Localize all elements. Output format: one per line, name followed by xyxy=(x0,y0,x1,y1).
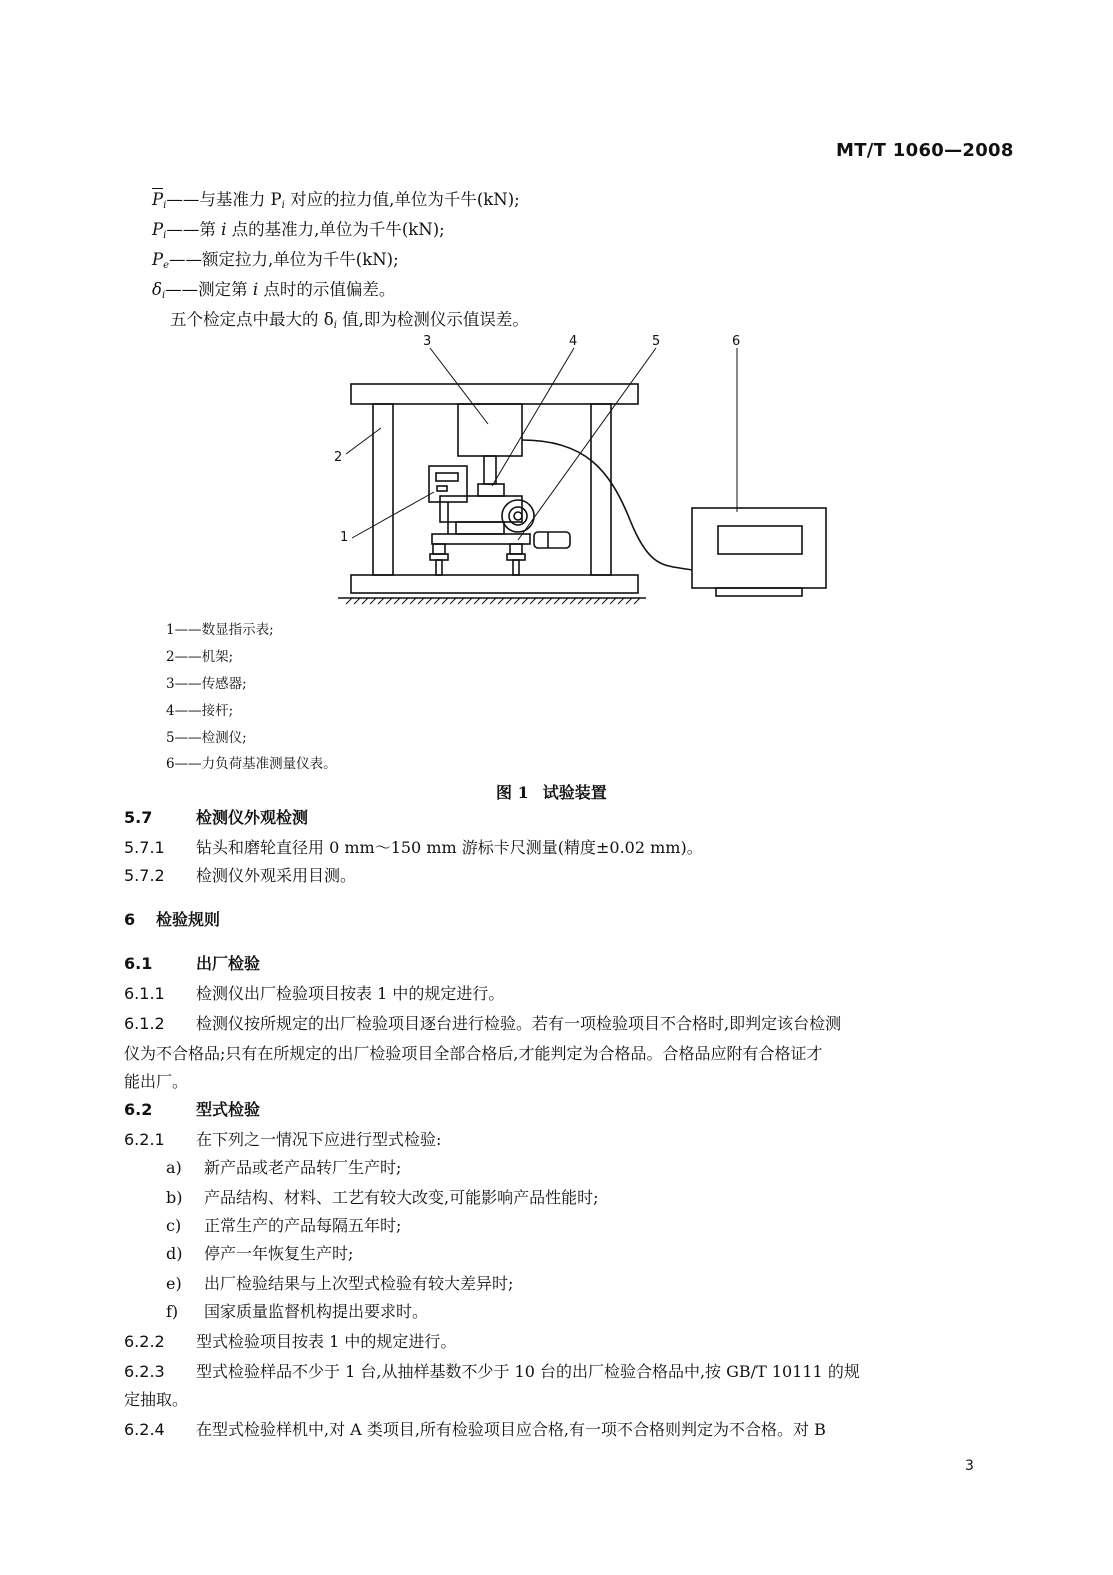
grinding-wheel xyxy=(502,500,534,532)
signal-cable xyxy=(522,440,692,570)
clause-5-7-1: 5.7.1 钻头和磨轮直径用 0 mm～150 mm 游标卡尺测量(精度±0.02 mm)。 xyxy=(124,838,703,857)
summary-line: 五个检定点中最大的 $\delta_i$ 值,即为检测仪示值误差。 xyxy=(170,310,529,331)
sensor-block xyxy=(458,404,522,456)
clause-6-2-4: 6.2.4 在型式检验样机中,对 A 类项目,所有检验项目应合格,有一项不合格则判定为不合格。对 B xyxy=(124,1420,826,1439)
figure-caption: 图 1 试验装置 xyxy=(496,783,607,802)
clause-6-2-1: 6.2.1 在下列之一情况下应进行型式检验: xyxy=(124,1130,442,1149)
list-item: a) 新产品或老产品转厂生产时; xyxy=(166,1158,402,1177)
callout-3: 3 xyxy=(423,334,432,349)
standard-number: MT/T 1060—2008 xyxy=(836,140,1014,161)
callout-2: 2 xyxy=(334,450,343,465)
section-heading: 6.1 出厂检验 xyxy=(124,954,261,973)
connecting-rod xyxy=(484,456,496,484)
clause-6-1-1: 6.1.1 检测仪出厂检验项目按表 1 中的规定进行。 xyxy=(124,984,505,1003)
section-heading: 5.7 检测仪外观检测 xyxy=(124,808,309,827)
chapter-heading: 6 检验规则 xyxy=(124,910,221,929)
frame-right-column xyxy=(591,404,611,575)
instrument-platform xyxy=(432,534,530,544)
clause-6-2-3: 6.2.3 型式检验样品不少于 1 台,从抽样基数不少于 10 台的出厂检验合格品中,按 GB/T 10111 的规 xyxy=(124,1362,860,1381)
clause-6-1-2-cont: 能出厂。 xyxy=(124,1072,189,1091)
list-item: d) 停产一年恢复生产时; xyxy=(166,1244,354,1263)
clause-6-1-2: 6.1.2 检测仪按所规定的出厂检验项目逐台进行检验。若有一项检验项目不合格时,即判定该台检测 xyxy=(124,1014,842,1033)
definition-delta: $\delta_i——$测定第 i 点时的示值偏差。 xyxy=(152,280,396,301)
instrument-handle xyxy=(534,532,570,548)
page-number: 3 xyxy=(965,1458,974,1474)
clause-6-2-3-cont: 定抽取。 xyxy=(124,1390,189,1409)
frame-left-column xyxy=(373,404,393,575)
callout-4: 4 xyxy=(569,334,578,349)
clause-6-2-2: 6.2.2 型式检验项目按表 1 中的规定进行。 xyxy=(124,1332,457,1351)
reference-meter xyxy=(692,508,826,588)
list-item: c) 正常生产的产品每隔五年时; xyxy=(166,1216,402,1235)
symbol: P xyxy=(152,190,164,209)
section-heading: 6.2 型式检验 xyxy=(124,1100,261,1119)
definition-p-i: $P_i——$第 i 点的基准力,单位为千牛(kN); xyxy=(152,220,445,241)
legend-item: 4——接杆; xyxy=(166,703,234,719)
frame-base xyxy=(351,575,638,593)
ground-hatching xyxy=(346,598,640,604)
frame-top-beam xyxy=(351,384,638,404)
legend-item: 1——数显指示表; xyxy=(166,622,274,638)
clause-6-1-2-cont: 仪为不合格品;只有在所规定的出厂检验项目全部合格后,才能判定为合格品。合格品应附有合格证才 xyxy=(124,1044,823,1063)
legend-item: 2——机架; xyxy=(166,649,234,665)
list-item: e) 出厂检验结果与上次型式检验有较大差异时; xyxy=(166,1274,514,1293)
list-item: b) 产品结构、材料、工艺有较大改变,可能影响产品性能时; xyxy=(166,1188,599,1207)
clause-5-7-2: 5.7.2 检测仪外观采用目测。 xyxy=(124,866,357,885)
callout-5: 5 xyxy=(652,334,661,349)
callout-6: 6 xyxy=(732,334,741,349)
definition-p-e: $P_e——$额定拉力,单位为千牛(kN); xyxy=(152,250,399,271)
list-item: f) 国家质量监督机构提出要求时。 xyxy=(166,1302,429,1321)
legend-item: 5——检测仪; xyxy=(166,730,247,746)
legend-item: 3——传感器; xyxy=(166,676,247,692)
legend-item: 6——力负荷基准测量仪表。 xyxy=(166,756,337,772)
definition-p-bar: $P_i——$与基准力 $P_i$ 对应的拉力值,单位为千牛(kN); xyxy=(152,190,520,211)
callout-1: 1 xyxy=(340,530,349,545)
